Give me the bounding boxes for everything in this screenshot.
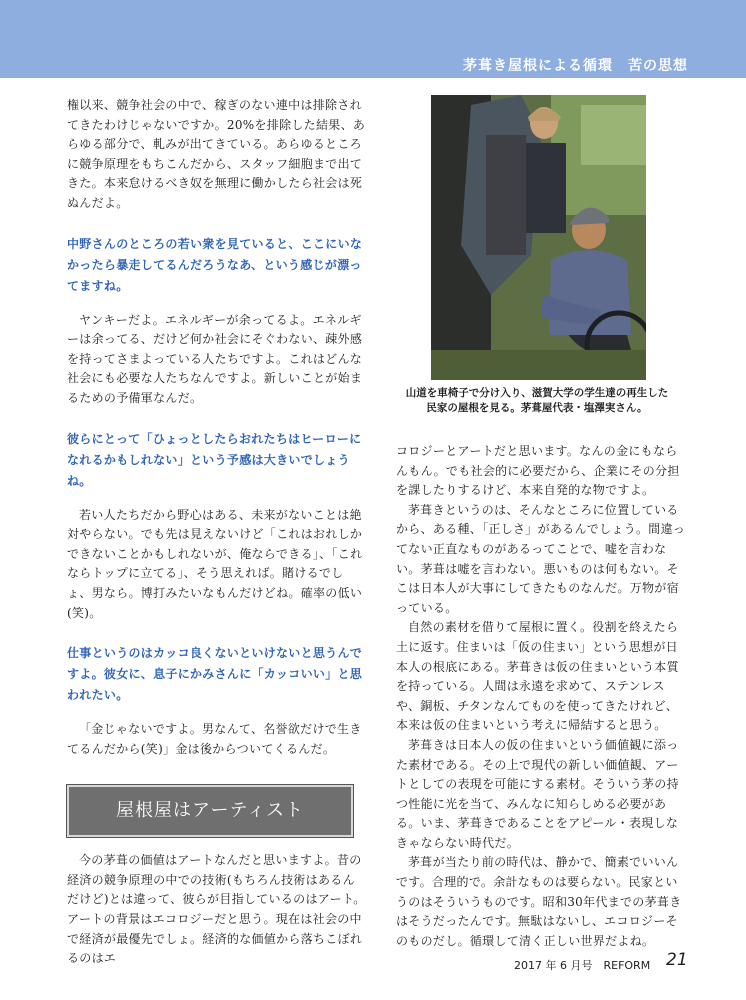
paragraph: 茅葺きというのは、そんなところに位置しているから、ある種、「正しさ」があるんでしょう。間違ってない正直なものがあるってことで、嘘を言わない。茅葺は嘘を言わない。悪いものは何もない。そこは日本人が大事にしてきたものなんだ。万物が宿っている。 <box>396 502 686 615</box>
footer-issue: 2017 年 6 月号 REFORM <box>514 959 651 972</box>
interview-question: 彼らにとって「ひょっとしたらおれたちはヒーローになれるかもしれない」という予感は大きいでしょうね。 <box>67 431 362 488</box>
photo-illustration <box>431 95 646 380</box>
right-column <box>396 442 686 951</box>
paragraph: コロジーとアートだと思います。なんの金にもならんもん。でも社会的に必要だから、企業にその分担を課したりするけど、本来自発的な物ですよ。 <box>396 444 680 498</box>
paragraph: 茅葺が当たり前の時代は、静かで、簡素でいいんです。合理的で。余計なものは要らない。民家というのはそういうものです。昭和30年代までの茅葺きはそうだったんです。無駄はないし、エコロジーそのものだし。循環して清く正しい世界だよね。 <box>396 855 682 948</box>
interview-question: 中野さんのところの若い衆を見ていると、ここにいなかったら暴走してるんだろうなあ、という感じが漂ってますね。 <box>67 236 363 293</box>
photo-caption: 山道を車椅子で分け入り、滋賀大学の学生達の再生した民家の屋根を見る。茅葺屋代表・塩澤実さん。 <box>405 387 669 414</box>
paragraph: 今の茅葺の価値はアートなんだと思いますよ。昔の経済の競争原理の中での技術(もちろん技術はあるんだけど)とは違って、彼らが目指しているのはアート。アートの背景はエコロジーだと思う。現在は社会の中で経済が最優先でしょ。経済的な価値から落ちこぼれるのはエ <box>67 853 366 966</box>
photo-wheelchair-man <box>431 95 646 380</box>
paragraph: ヤンキーだよ。エネルギーが余ってるよ。エネルギーは余ってる、だけど何か社会にそぐわない、疎外感を持ってさまよっている人たちですよ。これはどんな社会にも必要な人たちなんですよ。新しいことが始まるための予備軍なんだ。 <box>67 312 363 405</box>
paragraph: 権以来、競争社会の中で、稼ぎのない連中は排除されてきたわけじゃないですか。20%を排除した結果、あらゆる部分で、軋みが出てきている。あらゆるところに競争原理をもちこんだから、スタッフ細胞まで出てきた。本来怠けるべき奴を無理に働かしたら社会は死ぬんだよ。 <box>67 98 366 210</box>
paragraph: 茅葺きは日本人の仮の住まいという価値観に添った素材である。その上で現代の新しい価値観、アートとしての表現を可能にする素材。そういう茅の持つ性能に光を当て、みんなに知らしめる必要がある。いま、茅葺きであることをアピール・表現しなきゃならない時代だ。 <box>396 737 679 850</box>
interview-question: 仕事というのはカッコ良くないといけないと思うんですよ。彼女に、息子にかみさんに「カッコいい」と思われたい。 <box>67 646 363 703</box>
paragraph: 自然の素材を借りて屋根に置く。役割を終えたら土に返す。住まいは「仮の住まい」という思想が日本人の根底にある。茅葺きは仮の住まいという本質を持っている。人間は永遠を求めて、ステンレスや、銅板、チタンなんてものを使ってきたけれど、本来は仮の住まいという考えに帰結すると思う。 <box>396 620 679 733</box>
paragraph: 「金じゃないですよ。男なんて、名誉欲だけで生きてるんだから(笑)」金は後からついてくるんだ。 <box>67 722 362 756</box>
section-heading: 屋根屋はアーティスト <box>115 800 305 822</box>
section-heading-box <box>67 785 353 837</box>
page-number: 21 <box>666 950 688 970</box>
page-header-title: 茅葺き屋根による循環 苦の思想 <box>463 58 688 74</box>
left-column <box>67 96 367 969</box>
paragraph: 若い人たちだから野心はある、未来がないことは絶対やらない。でも先は見えないけど「これはおれしかできないことかもしれないが、俺ならできる」、「これならトップに立てる」、そう思えれば。賭けるでしょ、男なら。博打みたいなもんだけどね。確率の低い(笑)。 <box>67 507 363 620</box>
